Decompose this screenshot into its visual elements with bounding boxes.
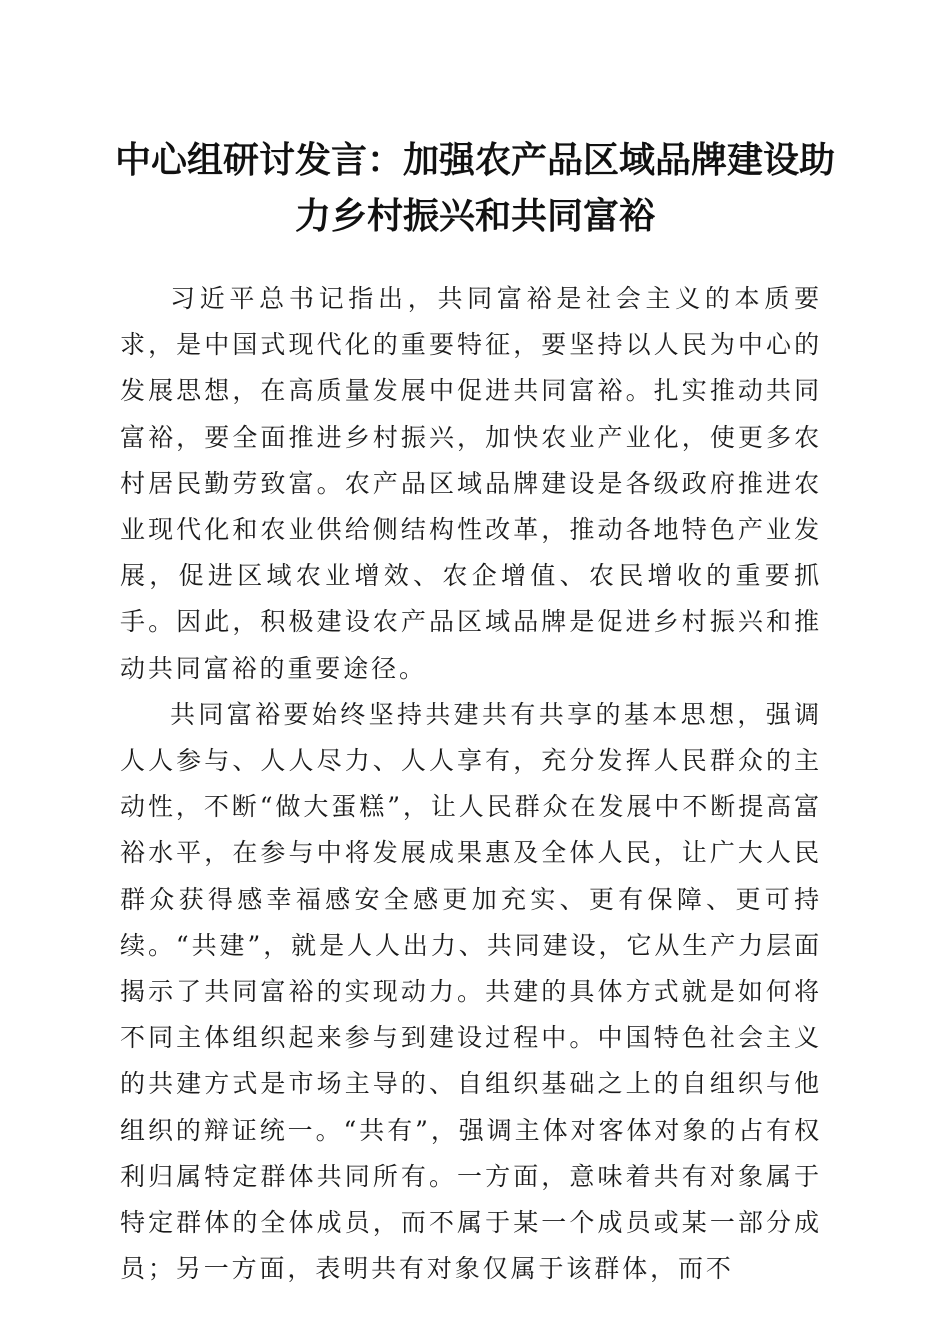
document-body [120,276,822,1292]
paragraph-1: 习近平总书记指出，共同富裕是社会主义的本质要求，是中国式现代化的重要特征，要坚持以人民为中心的发展思想，在高质量发展中促进共同富裕。扎实推动共同富裕，要全面推进乡村振兴，加快农业产业化，使更多农村居民勤劳致富。农产品区域品牌建设是各级政府推进农业现代化和农业供给侧结构性改革，推动各地特色产业发展，促进区域农业增效、农企增值、农民增收的重要抓手。因此，积极建设农产品区域品牌是促进乡村振兴和推动共同富裕的重要途径。 [120,284,822,683]
paragraph-2: 共同富裕要始终坚持共建共有共享的基本思想，强调人人参与、人人尽力、人人享有，充分发挥人民群众的主动性，不断“做大蛋糕”，让人民群众在发展中不断提高富裕水平，在参与中将发展成果惠及全体人民，让广大人民群众获得感幸福感安全感更加充实、更有保障、更可持续。“共建”，就是人人出力、共同建设，它从生产力层面揭示了共同富裕的实现动力。共建的具体方式就是如何将不同主体组织起来参与到建设过程中。中国特色社会主义的共建方式是市场主导的、自组织基础之上的自组织与他组织的辩证统一。“共有”，强调主体对客体对象的占有权利归属特定群体共同所有。一方面，意味着共有对象属于特定群体的全体成员，而不属于某一个成员或某一部分成员；另一方面，表明共有对象仅属于该群体，而不 [120,699,822,1284]
document-title: 中心组研讨发言：加强农产品区域品牌建设助力乡村振兴和共同富裕 [114,139,835,237]
